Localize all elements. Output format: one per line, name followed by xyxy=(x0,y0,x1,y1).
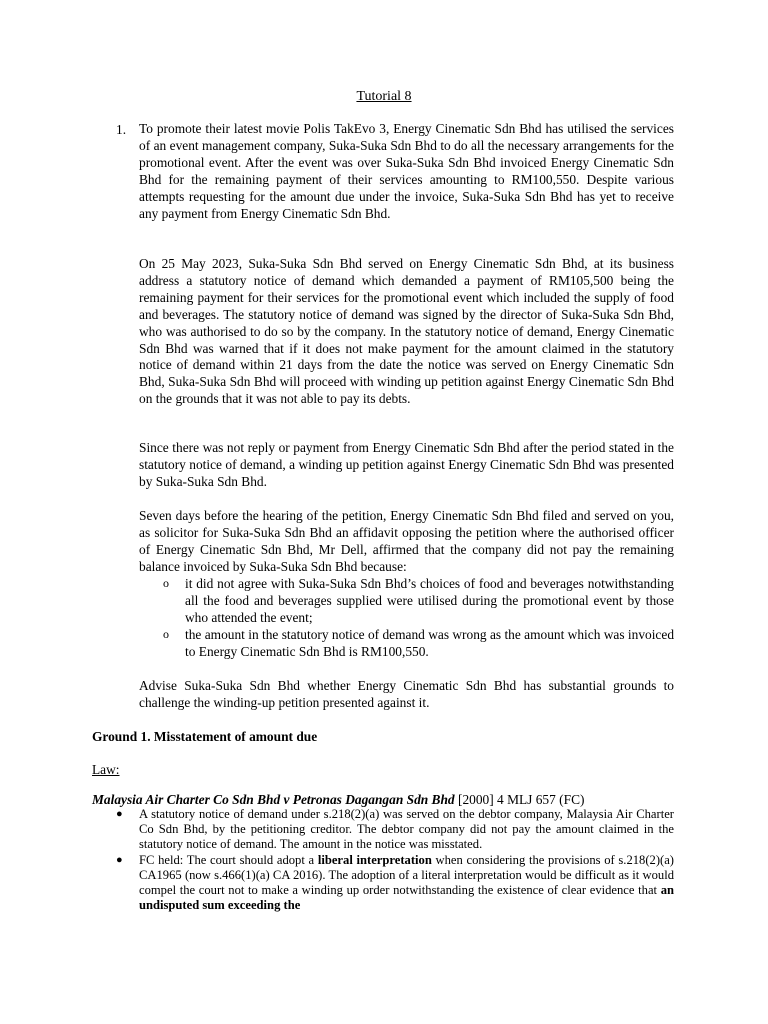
case-reference xyxy=(92,791,584,808)
case-bullet-2-emphasis: an undisputed sum exceeding the xyxy=(139,883,674,912)
question-paragraph-2: On 25 May 2023, Suka-Suka Sdn Bhd served on Energy Cinematic Sdn Bhd, at its business address a statutory notice of demand which demanded a payment of RM105,500 being the remaining payment for their services for the promotional event which included the supply of food and beverages. The statutory notice of demand was signed by the director of Suka-Suka Sdn Bhd, who was authorised to do so by the company. In the statutory notice of demand, Energy Cinematic Sdn Bhd was warned that if it does not make payment for the amount claimed in the statutory notice of demand within 21 days from the date the notice was served on Energy Cinematic Sdn Bhd, Suka-Suka Sdn Bhd will proceed with winding up petition against Energy Cinematic Sdn Bhd on the grounds that it was not able to pay its debts. xyxy=(139,256,674,407)
sub-bullet-marker: o xyxy=(163,576,169,590)
question-paragraph-5: Advise Suka-Suka Sdn Bhd whether Energy Cinematic Sdn Bhd has substantial grounds to challenge the winding-up petition presented against it. xyxy=(139,678,674,710)
sub-list-item: the amount in the statutory notice of demand was wrong as the amount which was invoiced to Energy Cinematic Sdn Bhd is RM100,550. xyxy=(185,627,675,659)
bullet-marker: ● xyxy=(116,808,123,820)
page-title: Tutorial 8 xyxy=(356,89,412,104)
question-paragraph-1: To promote their latest movie Polis TakEvo 3, Energy Cinematic Sdn Bhd has utilised the services of an event management company, Suka-Suka Sdn Bhd to do all the necessary arrangements for the promotional event. After the event was over Suka-Suka Sdn Bhd invoiced Energy Cinematic Sdn Bhd for the remaining payment of their services amounting to RM100,550. Despite various attempts requesting for the amount due under the invoice, Suka-Suka Sdn Bhd has yet to receive any payment from Energy Cinematic Sdn Bhd. xyxy=(139,121,674,221)
question-paragraph-3: Since there was not reply or payment from Energy Cinematic Sdn Bhd after the period stated in the statutory notice of demand, a winding up petition against Energy Cinematic Sdn Bhd was presented by Suka-Suka Sdn Bhd. xyxy=(139,440,674,489)
sub-list-item: it did not agree with Suka-Suka Sdn Bhd’s choices of food and beverages notwithstanding all the food and beverages supplied were utilised during the promotional event by those who attended the event; xyxy=(185,576,674,625)
question-number: 1. xyxy=(116,122,127,137)
case-citation: [2000] 4 MLJ 657 (FC) xyxy=(454,792,585,807)
case-bullet-2-text: FC held: The court should adopt a xyxy=(139,853,318,867)
case-bullet-1: A statutory notice of demand under s.218(2)(a) was served on the debtor company, Malaysia Air Charter Co Sdn Bhd, by the petitioning creditor. The debtor company did not pay the amount claimed in the statutory notice of demand. The amount in the notice was misstated. xyxy=(139,807,674,851)
bullet-marker: ● xyxy=(116,854,123,866)
case-name: Malaysia Air Charter Co Sdn Bhd v Petronas Dagangan Sdn Bhd xyxy=(92,792,455,807)
question-paragraph-4: Seven days before the hearing of the petition, Energy Cinematic Sdn Bhd filed and served on you, as solicitor for Suka-Suka Sdn Bhd an affidavit opposing the petition where the authorised officer of Energy Cinematic Sdn Bhd, Mr Dell, affirmed that the company did not pay the remaining balance invoiced by Suka-Suka Sdn Bhd because: xyxy=(139,508,674,574)
case-bullet-2-text: when considering the provisions of s.218(2)(a) CA1965 (now s.466(1)(a) CA 2016). The adoption of a literal interpretation would be difficult as it would compel the court not to make a winding up order notwithstanding the existence of clear evidence that xyxy=(139,853,674,897)
law-label: Law: xyxy=(92,762,120,777)
sub-bullet-marker: o xyxy=(163,627,169,641)
case-bullet-2-emphasis: liberal interpretation xyxy=(317,853,432,867)
case-bullet-2 xyxy=(139,853,674,913)
ground-heading: Ground 1. Misstatement of amount due xyxy=(92,729,318,744)
